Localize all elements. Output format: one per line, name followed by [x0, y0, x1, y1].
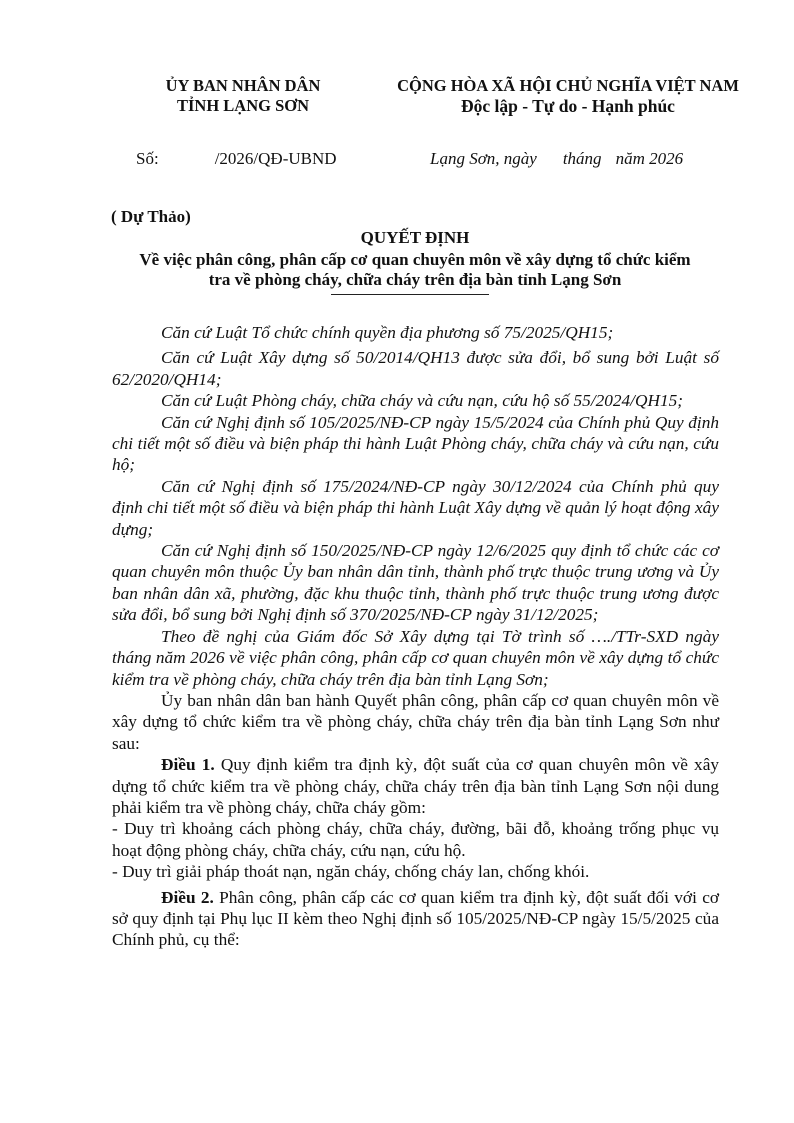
legal-basis: Căn cứ Luật Phòng cháy, chữa cháy và cứu nạn, cứu hộ số 55/2024/QH15;	[161, 391, 683, 411]
article-1-item: - Duy trì khoảng cách phòng cháy, chữa cháy, đường, bãi đỗ, khoảng trống phục vụ hoạt động phòng cháy, chữa cháy, cứu nạn, cứu hộ.	[112, 819, 719, 860]
article-2	[112, 887, 719, 951]
subject-line-1: Về việc phân công, phân cấp cơ quan chuyên môn về xây dựng tổ chức kiểm	[139, 250, 691, 269]
legal-basis: Căn cứ Nghị định số 105/2025/NĐ-CP ngày 15/5/2024 của Chính phủ Quy định chi tiết một số điều và biện pháp thi hành Luật Phòng cháy, chữa cháy và cứu nạn, cứu hộ;	[112, 412, 719, 475]
org-line-1: ỦY BAN NHÂN DÂN	[165, 76, 321, 95]
legal-basis: Căn cứ Luật Tổ chức chính quyền địa phương số 75/2025/QH15;	[161, 323, 614, 342]
draft-label: ( Dự Thảo)	[111, 207, 191, 226]
article-1	[112, 754, 719, 818]
issuing-authority	[128, 76, 358, 116]
document-body	[112, 322, 719, 951]
issue-date	[430, 149, 683, 169]
document-subject	[111, 250, 719, 290]
title-underline	[331, 294, 489, 295]
enacting-clause: Ủy ban nhân dân ban hành Quyết phân công, phân cấp cơ quan chuyên môn về xây dựng tổ chức kiểm tra về phòng cháy, chữa cháy trên địa bàn tỉnh Lạng Sơn như sau:	[112, 690, 719, 753]
legal-basis: Căn cứ Nghị định số 175/2024/NĐ-CP ngày 30/12/2024 của Chính phủ quy định chi tiết một số điều và biện pháp thi hành Luật Xây dựng về quản lý hoạt động xây dựng;	[112, 476, 719, 539]
article-2-text: Phân công, phân cấp các cơ quan kiểm tra định kỳ, đột suất đối với cơ sở quy định tại Phụ lục II kèm theo Nghị định số 105/2025/NĐ-CP ngày 15/5/2025 của Chính phủ, cụ thể:	[112, 887, 719, 950]
nation-line-1: CỘNG HÒA XÃ HỘI CHỦ NGHĨA VIỆT NAM	[397, 76, 739, 95]
article-2-label: Điều 2.	[161, 887, 214, 907]
nation-line-2: Độc lập - Tự do - Hạnh phúc	[461, 96, 675, 116]
document-number-value: /2026/QĐ-UBND	[214, 149, 337, 168]
national-motto	[390, 76, 746, 116]
legal-basis: Căn cứ Luật Xây dựng số 50/2014/QH13 được sửa đổi, bổ sung bởi Luật số 62/2020/QH14;	[112, 348, 719, 389]
article-1-item: - Duy trì giải pháp thoát nạn, ngăn cháy, chống cháy lan, chống khói.	[112, 862, 590, 882]
org-line-2: TỈNH LẠNG SƠN	[176, 96, 310, 115]
legal-basis: Căn cứ Nghị định số 150/2025/NĐ-CP ngày 12/6/2025 quy định tổ chức các cơ quan chuyên môn thuộc Ủy ban nhân dân tỉnh, thành phố trực thuộc trung ương và Ủy ban nhân dân xã, phường, đặc khu thuộc tỉnh, thành phố trực thuộc trung ương được sửa đổi, bổ sung bởi Nghị định số 370/2025/NĐ-CP ngày 31/12/2025;	[112, 541, 719, 625]
document-title: QUYẾT ĐỊNH	[360, 228, 470, 247]
legal-basis: Theo đề nghị của Giám đốc Sở Xây dựng tại Tờ trình số …./TTr-SXD ngày tháng năm 2026 về việc phân công, phân cấp cơ quan chuyên môn về xây dựng tổ chức kiểm tra về phòng cháy, chữa cháy trên địa bàn tỉnh Lạng Sơn;	[112, 626, 719, 689]
date-month: tháng	[562, 149, 602, 168]
article-1-label: Điều 1.	[161, 755, 215, 775]
date-place: Lạng Sơn, ngày	[430, 149, 537, 168]
article-1-text: Quy định kiểm tra định kỳ, đột suất của cơ quan chuyên môn về xây dựng tổ chức kiểm tra về phòng cháy, chữa cháy trên địa bàn tỉnh Lạng Sơn nội dung phải kiểm tra về phòng cháy, chữa cháy gồm:	[112, 755, 720, 817]
document-number-label: Số:	[136, 149, 159, 168]
date-year: năm 2026	[615, 149, 684, 168]
document-number	[136, 149, 337, 169]
subject-line-2: tra về phòng cháy, chữa cháy trên địa bàn tỉnh Lạng Sơn	[208, 270, 622, 289]
